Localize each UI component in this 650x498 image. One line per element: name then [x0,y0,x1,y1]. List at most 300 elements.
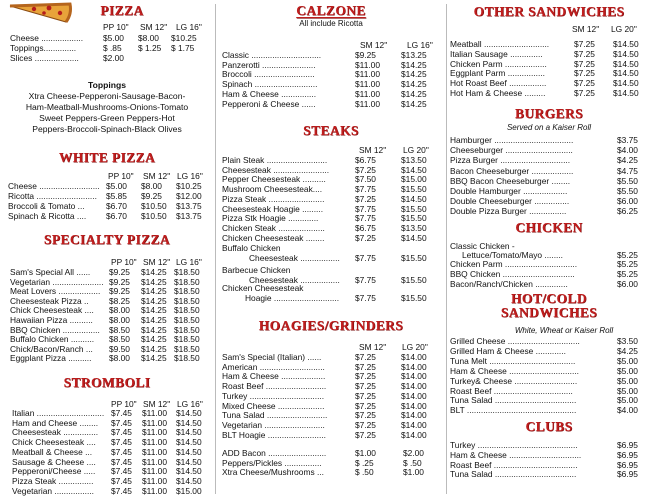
item-name: Meatball & Cheese ... [12,447,93,457]
item-name: Italian ............................. [12,409,105,418]
hot-cold-sandwiches-section [448,291,650,416]
item-name: Tuna Salad ................................... [450,470,577,480]
item-price: $5.00 [617,385,638,396]
column-header: LG 16" [177,171,203,181]
section-title: OTHER SANDWICHES [473,4,625,19]
item-price: $14.50 [613,39,639,49]
item-name: Mixed Cheese .................... [222,401,325,411]
column-header: LG 16" [176,22,202,32]
item-price: $ .50 [355,467,374,478]
column-header: SM 12" [143,171,171,181]
hoagies-section [217,318,445,478]
item-price: $5.25 [617,268,638,279]
menu-item [217,90,445,100]
specialty-pizza-section [0,232,214,364]
item-price: $3.50 [617,336,638,346]
menu-item [448,207,650,217]
menu-item [448,367,650,377]
item-name: Classic .............................. [222,51,322,60]
item-name: Double Cheeseburger ............... [450,197,570,207]
item-price: $7.75 [355,203,376,214]
menu-item: Slices ................... $2.00 [10,53,124,63]
item-price: $14.00 [401,361,427,372]
section-title: CHICKEN [515,220,583,235]
item-price: $7.25 [355,390,376,401]
item-price: $7.50 [355,174,376,185]
menu-item [448,280,650,290]
item-name: Bacon Cheeseburger .................. [450,166,574,176]
menu-item [448,136,650,146]
item-price: $6.75 [355,155,376,165]
menu-column-center [217,0,445,498]
menu-item [448,50,650,60]
item-price: $11.00 [142,437,167,448]
burgers-section [448,106,650,217]
item-price: $7.25 [574,78,595,89]
menu-item [448,377,650,387]
item-price: $14.25 [141,305,167,316]
item-price: $5.00 [617,355,638,366]
item-name: Ham & Cheese ............... [222,89,317,99]
item-price: $14.50 [176,475,202,486]
item-name: Chicken Steak .................... [222,223,325,233]
item-price: $11.00 [355,88,380,99]
item-price: $7.45 [111,446,132,457]
item-price: $6.95 [617,459,638,470]
item-price: $4.00 [617,145,638,156]
item-price: $7.25 [355,232,376,243]
column-header: LG 16" [177,399,203,409]
item-name: Tuna Salad .......................... [222,411,328,421]
item-price: $5.50 [617,175,638,186]
item-price: $14.25 [141,334,167,345]
item-name: Pepperoni/Cheese ..... [12,467,96,477]
item-price: $9.50 [109,343,130,354]
item-price: $11.00 [142,427,167,438]
item-name: Pepperoni & Cheese ...... [222,99,316,109]
item-price: $14.00 [401,381,427,392]
item-price: $14.50 [401,164,427,175]
menu-item [217,294,445,304]
stromboli-section [0,375,214,496]
item-price: $11.00 [142,456,167,467]
item-price: $18.50 [174,267,200,277]
item-name: Ham & Cheese ................... [222,372,326,382]
column-header: LG 16" [407,40,433,50]
item-price: $11.00 [355,98,380,109]
item-name: Chicken Cheesesteak [222,283,304,293]
item-price: $7.45 [111,466,132,477]
item-price: $15.50 [401,274,427,285]
menu-item: Classic Chicken - [450,241,515,251]
item-price: $14.25 [141,295,167,306]
column-header: SM 12" [140,22,168,32]
item-price: $14.00 [401,410,427,421]
item-price: $11.00 [142,485,167,496]
toppings-line: Peppers-Broccoli-Spinach-Black Olives [32,124,182,134]
menu-item: Lettuce/Tomato/Mayo ........ $5.25 [462,250,638,260]
item-price: $7.25 [355,193,376,204]
item-price: $15.50 [401,292,427,303]
menu-item [448,406,650,416]
item-price: $14.50 [176,446,202,457]
item-price: $14.50 [613,48,639,59]
item-price: $14.25 [401,98,427,109]
steaks-section [217,123,445,303]
menu-item: Spinach & Ricotta .... $6.70 $10.50 $13.75 [8,211,202,221]
menu-item: Broccoli & Tomato ... $6.70 $10.50 $13.75 [8,201,202,211]
item-name: Hot Roast Beef ................ [450,79,547,89]
column-header: PP 10" [111,257,137,267]
item-price: $7.75 [355,213,376,224]
item-name: Plain Steak .......................... [222,156,328,165]
menu-item [448,470,650,480]
section-title: SANDWICHES [500,305,598,320]
item-name: Sausage & Cheese .... [12,457,96,467]
menu-item [448,156,650,166]
section-title: BURGERS [514,106,584,121]
item-price: $14.25 [141,286,167,297]
item-price: $14.00 [401,429,427,440]
item-price: $7.25 [355,361,376,372]
item-price: $14.00 [401,419,427,430]
item-price: $2.00 [403,448,424,458]
section-title: HOT/COLD [511,291,587,306]
item-price: $11.00 [142,446,167,457]
item-price: $11.00 [355,59,380,70]
item-price: $7.75 [355,274,376,285]
item-price: $7.25 [355,400,376,411]
item-price: $7.45 [111,437,132,448]
item-price: $18.50 [174,353,200,364]
item-price: $15.00 [176,485,202,496]
item-name: Ham and Cheese ........ [12,418,99,428]
item-price: $14.00 [401,371,427,382]
section-title: SPECIALTY PIZZA [43,232,171,247]
item-name: Meat Lovers .................. [10,287,101,297]
item-name: Cheesesteak ................. [249,275,340,285]
menu-item [217,234,445,244]
item-price: $9.25 [355,50,376,60]
item-price: $15.50 [401,184,427,195]
item-name: BBQ Bacon Cheeseburger ........ [450,176,571,186]
item-name: Hoagie ............................ [245,293,340,303]
item-price: $18.50 [174,343,200,354]
item-price: $18.50 [174,315,200,325]
item-price: $1.00 [403,467,424,478]
item-price: $14.50 [613,88,639,98]
item-price: $6.95 [617,469,638,480]
section-title: CALZONE [296,3,366,18]
item-price: $14.50 [613,78,639,89]
item-price: $5.00 [617,365,638,376]
menu-item [217,195,445,205]
item-price: $7.45 [111,456,132,467]
menu-column-right [448,0,650,498]
item-name: Peppers/Pickles ................ [222,458,322,468]
menu-item: Cheese .................. $5.00 $8.00 $10.25 [10,33,197,43]
item-price: $ .50 [403,457,422,468]
toppings-line: Xtra Cheese-Pepperoni-Sausage-Bacon- [28,91,186,101]
menu-item: Ricotta .......................... $5.85 $9.25 $12.00 [8,191,202,201]
item-name: Roast Beef .................................. [450,386,573,396]
item-price: $11.00 [355,79,380,90]
item-price: $14.00 [401,390,427,401]
item-name: Grilled Ham & Cheese ............. [450,346,566,356]
item-price: $7.75 [355,292,376,303]
item-price: $4.75 [617,165,638,176]
item-price: $14.00 [401,352,427,362]
column-header: SM 12" [360,40,388,50]
item-price: $18.50 [174,286,200,297]
item-price: $14.25 [141,276,167,287]
item-price: $14.50 [176,466,202,477]
item-price: $15.50 [401,203,427,214]
item-name: Hamburger .................................. [450,136,574,145]
toppings-list [0,80,214,135]
item-price: $7.75 [355,184,376,195]
item-price: $7.25 [355,381,376,392]
column-header: SM 12" [359,342,387,352]
item-price: $7.25 [355,352,376,362]
item-name: Turkey ........................................... [450,441,578,450]
item-name: Cheesesteak Pizza .. [10,296,89,306]
item-price: $14.50 [401,232,427,243]
item-name: Pepper Cheesesteak .......... [222,175,326,185]
item-price: $14.25 [141,324,167,335]
item-name: Double Pizza Burger ................ [450,207,567,217]
item-price: $6.95 [617,449,638,460]
item-price: $14.50 [176,427,202,438]
toppings-line: Sweet Peppers-Green Peppers-Hot [39,113,175,123]
item-name: Cheeseburger ............................. [450,146,573,156]
item-price: $11.00 [142,466,167,477]
item-price: $9.25 [109,286,130,297]
column-header: LG 20" [402,342,428,352]
item-price: $18.50 [174,305,200,316]
menu-item [448,89,650,99]
calzone-section [217,3,445,109]
item-price: $7.45 [111,475,132,486]
menu-item [0,448,214,458]
menu-item [217,468,445,478]
item-name: Roast Beef .......................... [222,382,327,392]
item-name: Italian Sausage .............. [450,49,543,59]
item-price: $14.00 [401,400,427,411]
item-price: $9.25 [109,267,130,277]
item-name: Chicken Parm ............................... [450,260,578,269]
item-name: BBQ Chicken ................ [10,325,100,335]
item-price: $11.00 [355,69,380,80]
item-name: Grilled Cheese ............................... [450,337,580,346]
item-price: $7.45 [111,417,132,428]
item-name: Pizza Steak ........................ [222,194,325,204]
item-price: $8.50 [109,334,130,345]
item-name: BBQ Chicken ............................... [450,269,575,279]
item-price: $14.50 [176,456,202,467]
menu-column-left [0,0,214,498]
clubs-section [448,419,650,480]
item-price: $15.00 [401,174,427,185]
item-price: $4.00 [617,405,638,416]
item-price: $6.00 [617,278,638,289]
item-name: Roast Beef .................................... [450,460,578,470]
item-price: $11.00 [142,417,167,428]
pizza-section [0,3,214,134]
item-price: $5.00 [617,375,638,386]
menu-item: Cheese .......................... $5.00 $8.00 $10.25 [8,181,202,191]
item-price: $5.50 [617,186,638,196]
column-header: SM 12" [359,145,387,155]
item-price: $6.75 [355,222,376,233]
item-price: $15.50 [401,213,427,224]
column-divider [446,4,447,494]
item-price: $14.25 [401,59,427,70]
item-name: American ............................ [222,362,325,372]
item-price: $14.25 [141,353,167,364]
item-name: Ham & Cheese .............................. [450,366,579,376]
item-price: $4.25 [617,155,638,166]
item-price: $1.00 [355,448,376,458]
item-price: $14.25 [401,69,427,80]
item-name: Ham & Cheese ............................... [450,450,582,460]
menu-item [448,451,650,461]
column-header: SM 12" [572,24,600,34]
item-price: $18.50 [174,295,200,306]
item-price: $8.00 [109,305,130,316]
menu-item [448,167,650,177]
item-name: Bacon/Ranch/Chicken .............. [450,279,568,289]
item-price: $14.50 [176,408,202,418]
item-price: $6.00 [617,196,638,207]
section-title: STROMBOLI [63,375,151,390]
item-price: $14.50 [401,193,427,204]
item-price: $7.25 [574,88,595,98]
item-name: Hawaiian Pizza .......... [10,316,93,325]
item-name: Vegetarian .......................... [222,420,325,430]
item-price: $13.50 [401,222,427,233]
item-price: $7.25 [574,58,595,69]
section-title: STEAKS [303,123,359,138]
menu-item [217,431,445,441]
column-header: PP 10" [108,171,134,181]
section-title: HOAGIES/GRINDERS [258,318,404,333]
item-price: $18.50 [174,276,200,287]
item-price: $7.25 [574,39,595,49]
item-name: Vegetarian ................. [12,486,94,496]
item-price: $14.50 [176,437,202,448]
item-price: $5.00 [617,395,638,406]
menu-item [217,100,445,110]
item-name: Eggplant Pizza .......... [10,354,92,364]
item-price: $4.25 [617,345,638,356]
item-price: $8.00 [109,353,130,364]
column-header: PP 10" [103,22,129,32]
item-price: $7.25 [574,48,595,59]
item-price: $3.75 [617,135,638,145]
other-sandwiches-section [448,4,650,98]
item-name: Pizza Stk Hoagie ............. [222,214,319,224]
item-name: Meatball ............................ [450,40,550,49]
item-price: $7.25 [355,419,376,430]
item-price: $14.50 [613,68,639,79]
item-name: Xtra Cheese/Mushrooms ... [222,468,324,478]
item-price: $7.25 [355,164,376,175]
column-header: LG 20" [611,24,637,34]
item-price: $7.25 [355,410,376,421]
toppings-title: Toppings [87,80,127,90]
column-header: LG 20" [403,145,429,155]
item-price: $6.25 [617,206,638,217]
item-name: Tuna Melt ..................................... [450,356,576,366]
menu-item [0,354,214,364]
item-name: Chicken Parm .................. [450,59,547,69]
item-name: Chicken Cheesesteak ........ [222,233,325,243]
menu-item [448,357,650,367]
item-price: $13.50 [401,155,427,165]
item-name: Sam's Special (Italian) ...... [222,353,322,362]
item-price: $14.25 [141,343,167,354]
item-price: $11.00 [142,408,167,418]
item-price: $9.25 [109,276,130,287]
item-price: $7.25 [355,429,376,440]
item-name: BLT ............................................... [450,406,577,416]
column-header: PP 10" [111,399,137,409]
item-price: $8.00 [109,315,130,325]
section-note: All include Ricotta [299,19,363,28]
item-price: $14.50 [176,417,202,428]
item-name: Tuna Salad ................................... [450,396,577,406]
section-title: CLUBS [525,419,573,434]
item-price: $7.25 [574,68,595,79]
item-price: $11.00 [142,475,167,486]
section-title: PIZZA [100,3,144,18]
column-divider [215,4,216,494]
toppings-line: Ham-Meatball-Mushrooms-Onions-Tomato [25,102,189,112]
item-price: $7.45 [111,427,132,438]
item-price: $7.25 [355,371,376,382]
item-name: Sam's Special All ...... [10,268,91,277]
chicken-section [448,220,650,289]
section-note: White, Wheat or Kaiser Roll [514,326,614,335]
item-name: Chick Cheesesteak .... [12,438,96,448]
menu-item [217,254,445,264]
item-name: ADD Bacon ......................... [222,449,327,458]
item-price: $6.95 [617,440,638,450]
menu-item [448,187,650,197]
item-name: Cheesesteak ............... [12,428,99,438]
item-price: $14.25 [401,88,427,99]
item-name: Vegetarian ...................... [10,277,104,287]
item-price: $5.25 [617,259,638,269]
item-name: Cheesesteak Hoagie ......... [222,204,324,214]
menu-item [217,392,445,402]
item-price: $7.75 [355,252,376,263]
item-price: $14.25 [401,79,427,90]
item-name: Chick/Bacon/Ranch ... [10,344,93,354]
item-name: Buffalo Chicken .......... [10,335,95,345]
item-name: Spinach ........................... [222,80,318,90]
item-name: Turkey ................................ [222,391,325,401]
item-price: $8.25 [109,295,130,306]
item-price: $8.50 [109,324,130,335]
item-name: Broccoli .......................... [222,70,315,80]
item-name: Cheesesteak ................. [249,253,340,263]
section-title: WHITE PIZZA [58,150,156,165]
item-price: $13.25 [401,50,427,60]
section-note: Served on a Kaiser Roll [506,123,592,132]
item-price: $7.45 [111,408,132,418]
